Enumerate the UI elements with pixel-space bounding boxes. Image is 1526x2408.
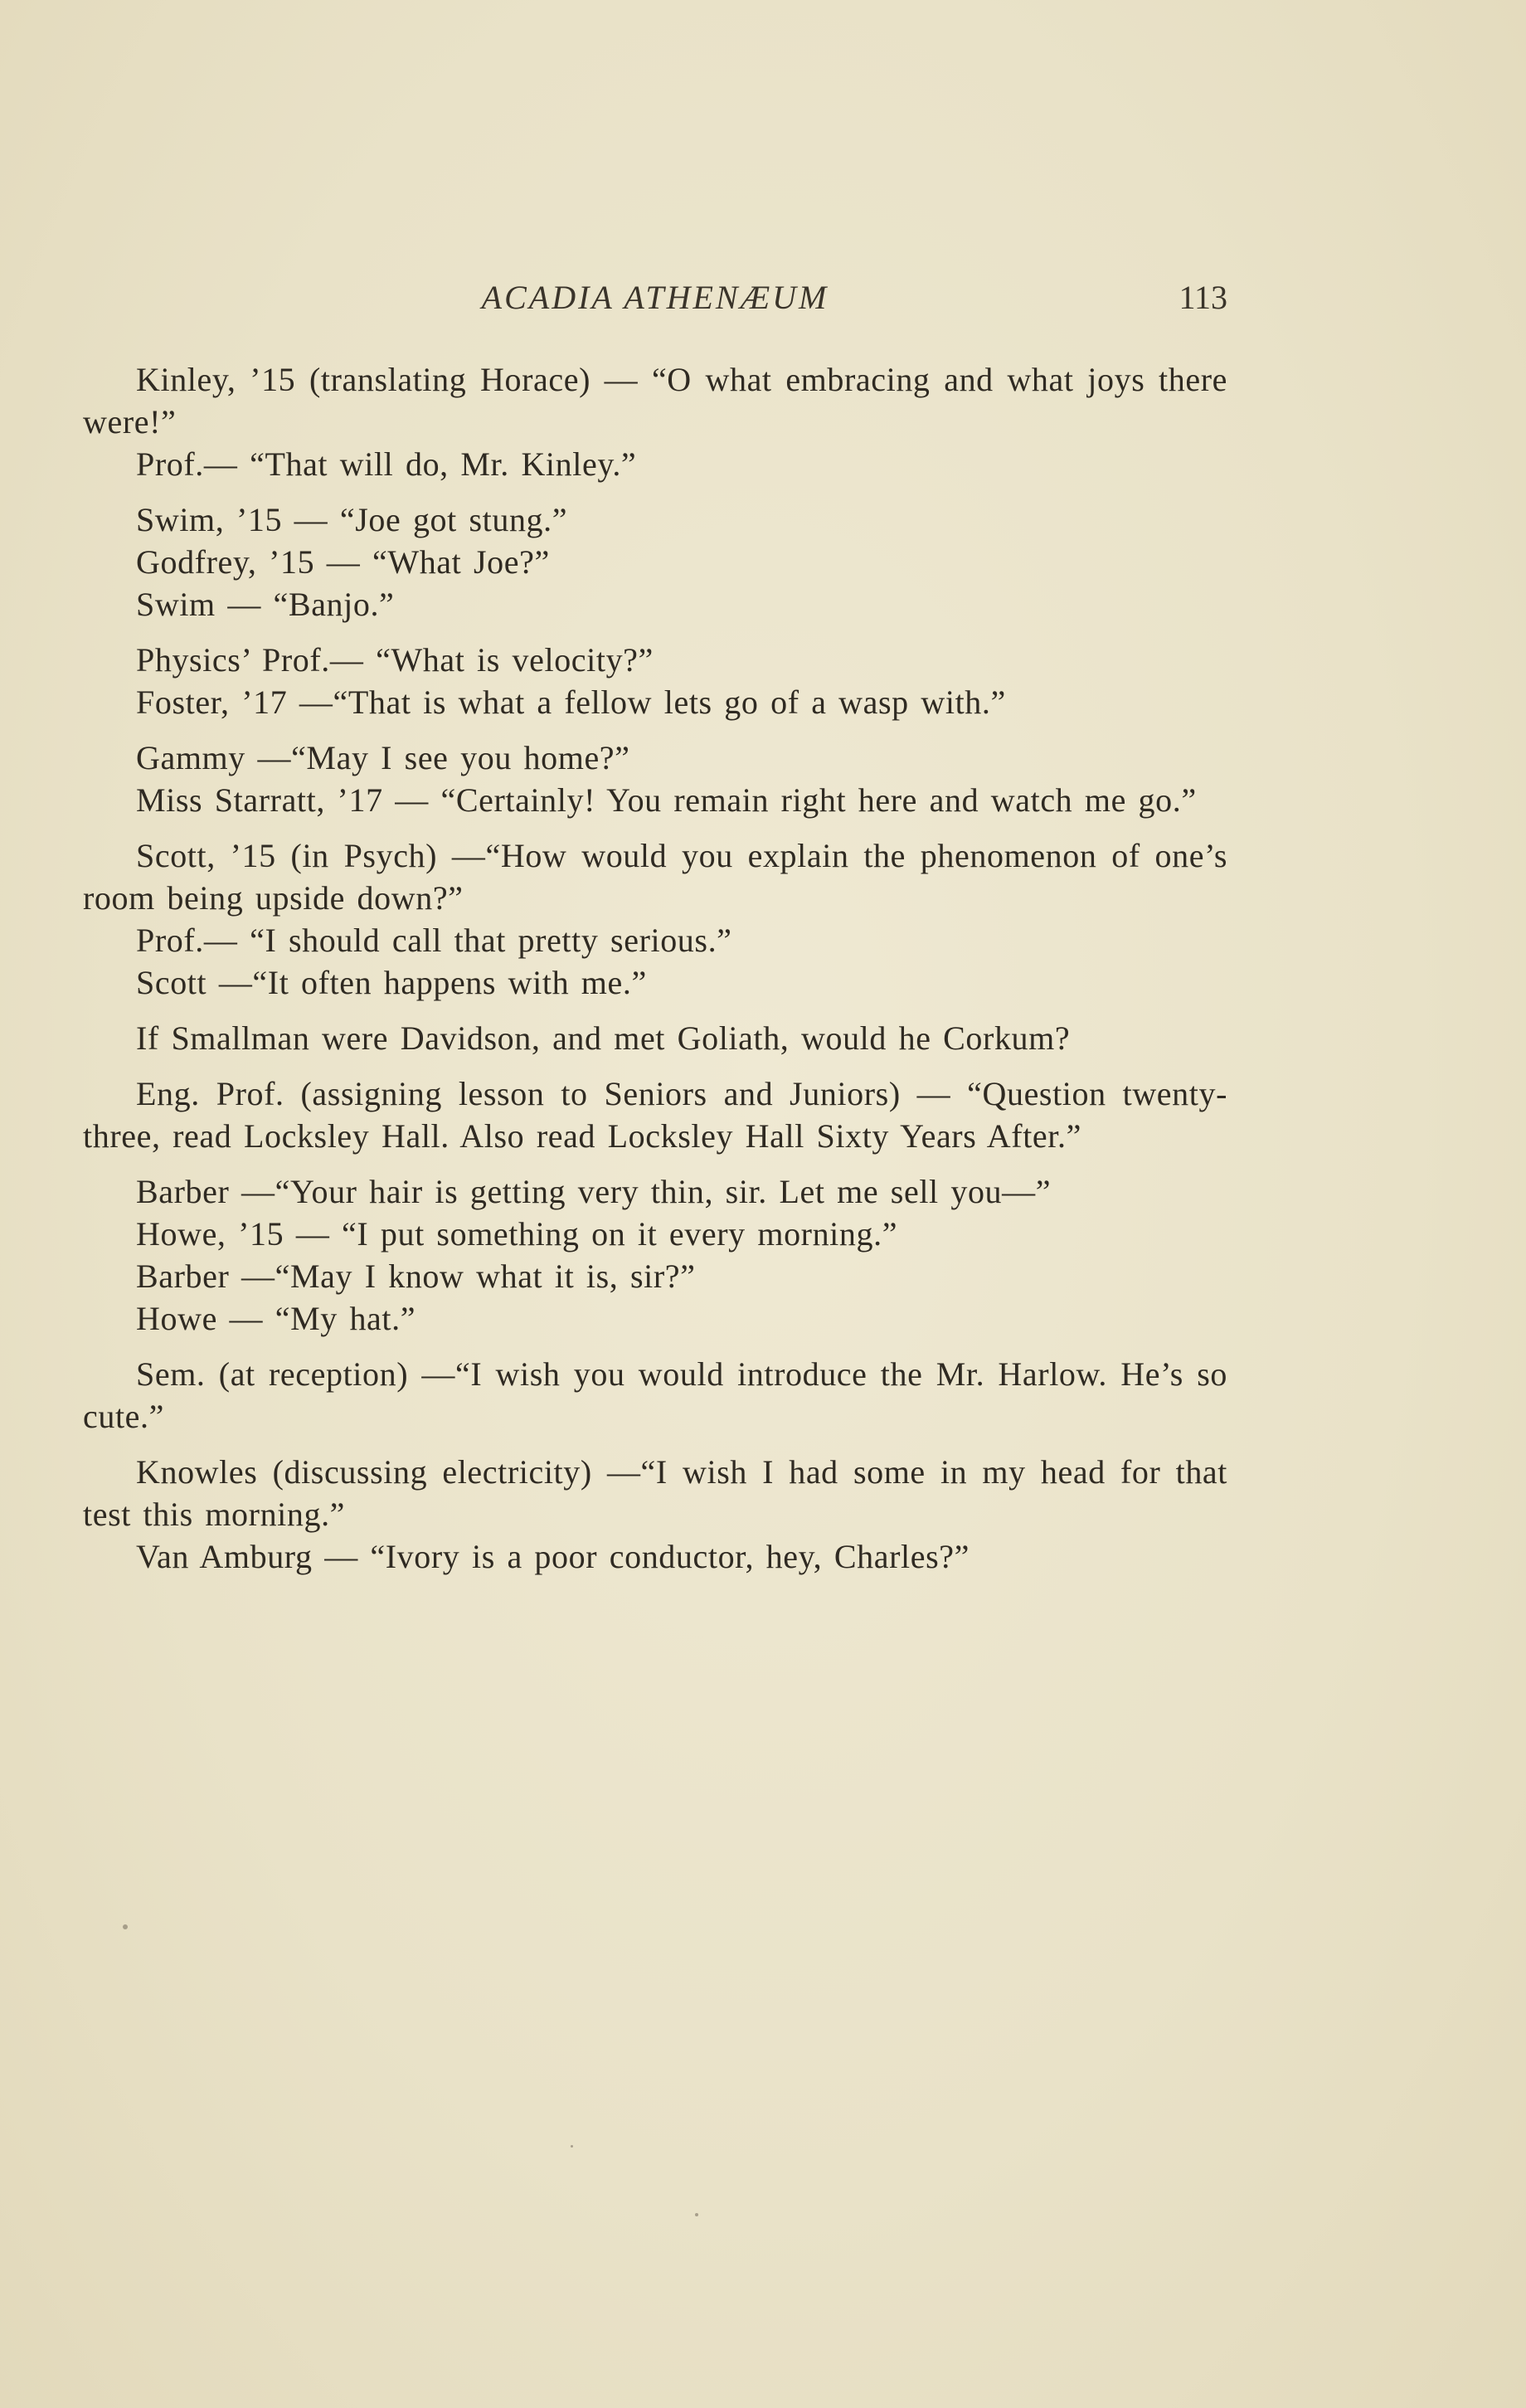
running-head [83, 278, 1227, 328]
text-line-14: Eng. Prof. (assigning lesson to Seniors and Juniors) — “Question twenty-three, read Locksley Hall. Also read Locksley Hall Sixty Years After.” [83, 1075, 1227, 1155]
journal-title: ACADIA ATHENÆUM [481, 279, 829, 316]
text-line-8: Gammy —“May I see you home?” [136, 739, 630, 776]
text-line-10: Scott, ’15 (in Psych) —“How would you explain the phenomenon of one’s room being upside down?” [83, 837, 1227, 917]
text-line-6: Physics’ Prof.— “What is velocity?” [136, 641, 654, 679]
text-line-4: Godfrey, ’15 — “What Joe?” [136, 543, 550, 581]
text-line-17: Barber —“May I know what it is, sir?” [136, 1258, 696, 1295]
text-line-18: Howe — “My hat.” [136, 1300, 416, 1337]
text-line-19: Sem. (at reception) —“I wish you would introduce the Mr. Harlow. He’s so cute.” [83, 1355, 1227, 1435]
text-line-3: Swim, ’15 — “Joe got stung.” [136, 501, 568, 538]
paper-speck [571, 2145, 573, 2148]
text-line-15: Barber —“Your hair is getting very thin, sir. Let me sell you—” [136, 1173, 1052, 1210]
text-line-11: Prof.— “I should call that pretty serious.” [136, 922, 732, 959]
page-number: 113 [1179, 279, 1227, 316]
text-line-21: Van Amburg — “Ivory is a poor conductor, hey, Charles?” [136, 1538, 970, 1575]
text-line-12: Scott —“It often happens with me.” [136, 964, 647, 1001]
text-line-2: Prof.— “That will do, Mr. Kinley.” [136, 445, 637, 483]
paper-speck [123, 1924, 128, 1929]
text-line-20: Knowles (discussing electricity) —“I wish I had some in my head for that test this morning.” [83, 1453, 1227, 1533]
page-body [83, 358, 1227, 1578]
text-line-9: Miss Starratt, ’17 — “Certainly! You remain right here and watch me go.” [136, 781, 1197, 819]
text-line-7: Foster, ’17 —“That is what a fellow lets go of a wasp with.” [136, 683, 1006, 721]
text-line-1: Kinley, ’15 (translating Horace) — “O what embracing and what joys there were!” [83, 361, 1227, 440]
text-line-5: Swim — “Banjo.” [136, 586, 395, 623]
paper-speck [695, 2213, 698, 2216]
text-line-16: Howe, ’15 — “I put something on it every morning.” [136, 1215, 898, 1253]
text-line-13: If Smallman were Davidson, and met Goliath, would he Corkum? [136, 1019, 1071, 1057]
